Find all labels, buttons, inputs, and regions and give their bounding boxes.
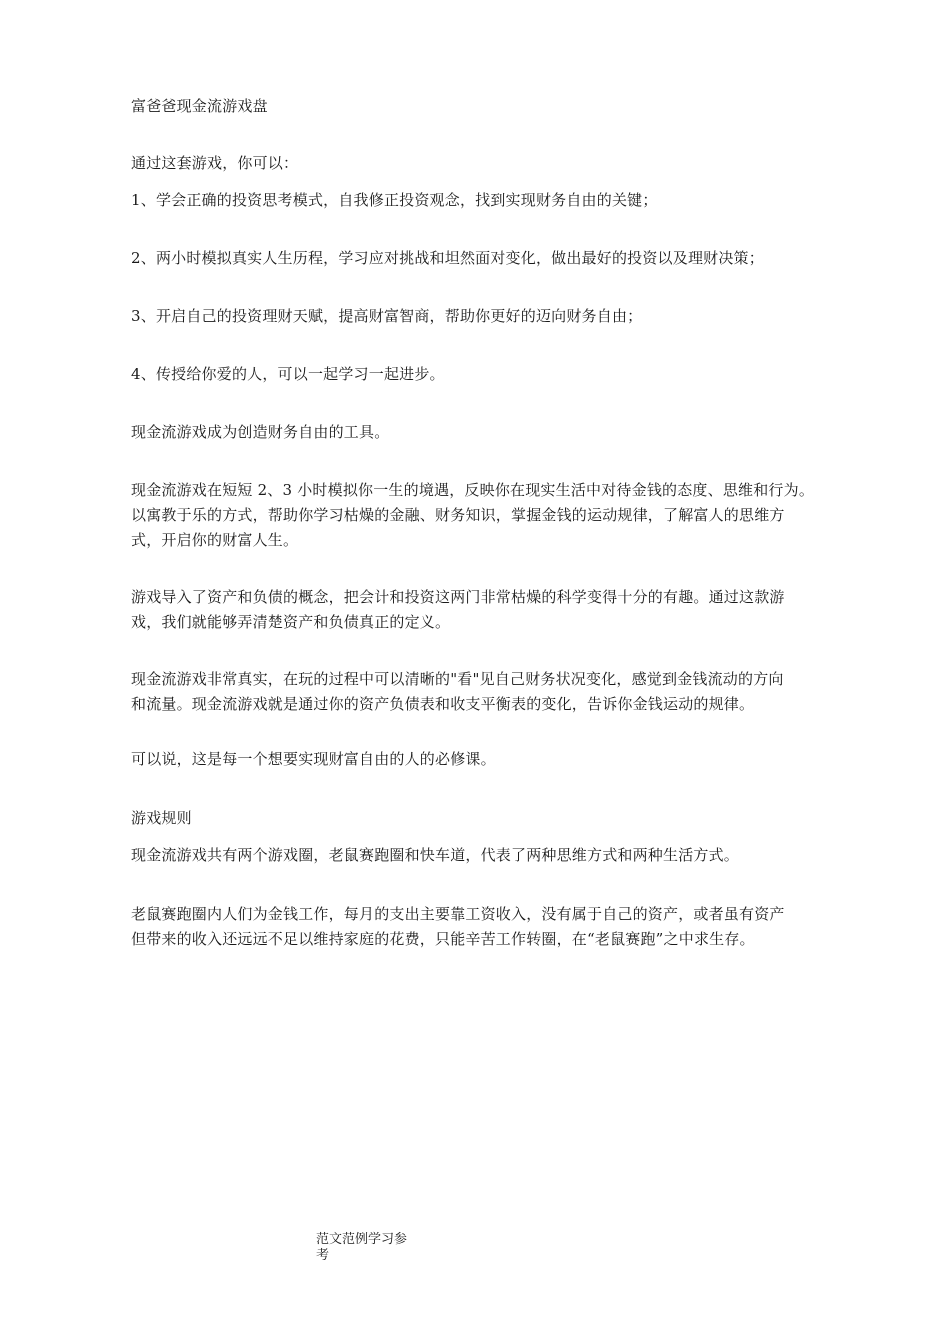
rules-intro: 现金流游戏共有两个游戏圈，老鼠赛跑圈和快车道，代表了两种思维方式和两种生活方式。 <box>131 846 740 864</box>
paragraph-3-line-2: 和流量。现金流游戏就是通过你的资产负债表和收支平衡表的变化，告诉你金钱运动的规律。 <box>131 695 755 713</box>
document-title: 富爸爸现金流游戏盘 <box>131 97 268 115</box>
rules-heading: 游戏规则 <box>131 809 192 827</box>
benefit-item-3: 3、开启自己的投资理财天赋，提高财富智商，帮助你更好的迈向财务自由； <box>131 307 643 325</box>
footer-line-2: 考 <box>316 1248 330 1263</box>
paragraph-1-line-2: 以寓教于乐的方式，帮助你学习枯燥的金融、财务知识，掌握金钱的运动规律，了解富人的思维方 <box>131 506 785 524</box>
tool-statement: 现金流游戏成为创造财务自由的工具。 <box>131 423 390 441</box>
paragraph-2-line-1: 游戏导入了资产和负债的概念，把会计和投资这两门非常枯燥的科学变得十分的有趣。通过这款游 <box>131 588 785 606</box>
benefit-item-1: 1、学会正确的投资思考模式，自我修正投资观念，找到实现财务自由的关键； <box>131 191 658 209</box>
rat-race-line-2: 但带来的收入还远远不足以维持家庭的花费，只能辛苦工作转圈，在“老鼠赛跑”之中求生存。 <box>131 930 755 948</box>
paragraph-2-line-2: 戏，我们就能够弄清楚资产和负债真正的定义。 <box>131 613 451 631</box>
rat-race-line-1: 老鼠赛跑圈内人们为金钱工作，每月的支出主要靠工资收入，没有属于自己的资产，或者虽有资产 <box>131 905 785 923</box>
footer-line-1: 范文范例学习参 <box>316 1232 408 1247</box>
paragraph-1-line-3: 式，开启你的财富人生。 <box>131 531 299 549</box>
benefit-item-4: 4、传授给你爱的人，可以一起学习一起进步。 <box>131 365 445 383</box>
page-footer <box>316 1232 426 1264</box>
benefit-item-2: 2、两小时模拟真实人生历程，学习应对挑战和坦然面对变化，做出最好的投资以及理财决策； <box>131 249 764 267</box>
paragraph-1-line-1: 现金流游戏在短短 2、3 小时模拟你一生的境遇，反映你在现实生活中对待金钱的态度、思维和行为。 <box>131 481 815 499</box>
paragraph-4: 可以说，这是每一个想要实现财富自由的人的必修课。 <box>131 750 496 768</box>
intro-text: 通过这套游戏，你可以： <box>131 154 299 172</box>
paragraph-3-line-1: 现金流游戏非常真实，在玩的过程中可以清晰的"看"见自己财务状况变化，感觉到金钱流动的方向 <box>131 670 784 688</box>
